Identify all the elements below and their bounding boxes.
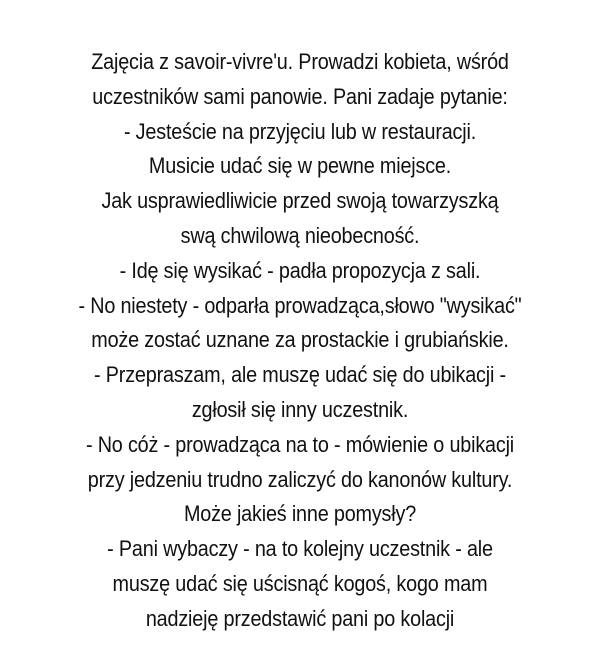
text-line-7: - Idę się wysikać - padła propozycja z sali.	[119, 257, 481, 283]
joke-text	[0, 45, 600, 637]
text-line-13: przy jedzeniu trudno zaliczyć do kanonów kultury.	[87, 466, 513, 492]
text-line-11: zgłosił się inny uczestnik.	[191, 396, 409, 422]
text-line-3: - Jesteście na przyjęciu lub w restauracji.	[123, 118, 477, 144]
text-line-2: uczestników sami panowie. Pani zadaje pytanie:	[92, 83, 508, 109]
text-line-12: - No cóż - prowadząca na to - mówienie o ubikacji	[85, 431, 515, 457]
text-line-6: swą chwilową nieobecność.	[180, 222, 420, 248]
text-line-10: - Przepraszam, ale muszę udać się do ubikacji -	[94, 362, 506, 388]
text-line-4: Musicie udać się w pewne miejsce.	[148, 153, 452, 179]
text-line-15: - Pani wybaczy - na to kolejny uczestnik - ale	[107, 536, 493, 562]
text-line-14: Może jakieś inne pomysły?	[183, 501, 417, 527]
text-line-16: muszę udać się uścisnąć kogoś, kogo mam	[112, 570, 488, 596]
text-line-8: - No niestety - odparła prowadząca,słowo "wysikać"	[78, 292, 522, 318]
text-line-9: może zostać uznane za prostackie i grubiańskie.	[91, 327, 509, 353]
text-line-5: Jak usprawiedliwicie przed swoją towarzyszką	[101, 188, 499, 214]
text-line-17: nadzieję przedstawić pani po kolacji	[145, 605, 455, 631]
text-line-1: Zajęcia z savoir-vivre'u. Prowadzi kobieta, wśród	[91, 49, 509, 74]
